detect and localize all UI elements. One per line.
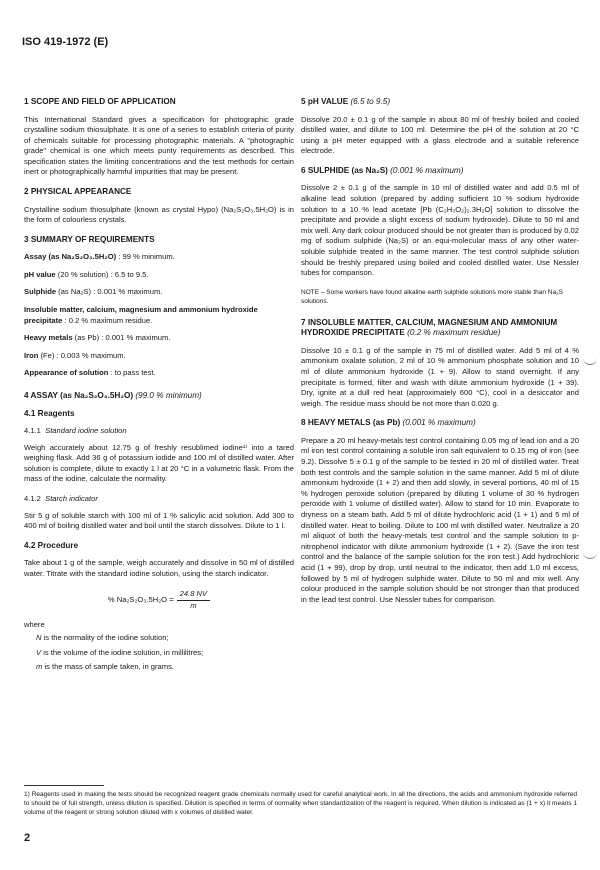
section-4-1-title: 4.1 Reagents (24, 408, 75, 418)
section-4-1-2-title: 4.1.2 Starch indicator (24, 493, 98, 503)
document-header: ISO 419-1972 (E) (22, 36, 109, 48)
assay-formula (24, 589, 294, 611)
section-7-title: 7 INSOLUBLE MATTER, CALCIUM, MAGNESIUM AND AMMONIUM HYDROXIDE PRECIPITATE (0.2 % maximum residue) (301, 317, 558, 338)
where-label: where (24, 619, 45, 629)
requirement-heavy-metals: Heavy metals (as Pb) : 0.001 % maximum. (24, 333, 171, 343)
section-4-1-1-title: 4.1.1 Standard iodine solution (24, 426, 127, 435)
section-1-title: 1 SCOPE AND FIELD OF APPLICATION (24, 97, 176, 106)
section-4-2-title: 4.2 Procedure (24, 540, 79, 550)
section-5-title: 5 pH VALUE (6.5 to 9.5) (301, 97, 391, 106)
section-5-body: Dissolve 20.0 ± 0.1 g of the sample in about 80 ml of freshly boiled and cooled distilled water, and dilute to 100 ml. Determine the pH of the solution at 20 °C using a pH meter equipped with a glass electrode and a suitable reference electrode. (301, 114, 579, 156)
section-4-title: 4 ASSAY (as Na₂S₂O₃.5H₂O) (99.0 % minimum) (24, 391, 202, 400)
formula-numerator: 24.8 NV (177, 589, 210, 601)
section-2-title: 2 PHYSICAL APPEARANCE (24, 187, 132, 197)
requirement-iron: Iron (Fe) : 0.003 % maximum. (24, 350, 126, 360)
margin-mark (583, 552, 597, 559)
requirement-insoluble: Insoluble matter, calcium, magnesium and ammonium hydroxide precipitate : 0.2 % maximum residue. (24, 305, 258, 325)
margin-mark (583, 358, 597, 365)
variable-m: m is the mass of sample taken, in grams. (36, 662, 175, 672)
section-7-body: Dissolve 10 ± 0.1 g of the sample in 75 ml of distilled water. Add 5 ml of 4 % ammonium oxalate solution, 2 ml of 10 % ammonium phosphate solution and 10 ml of dilute ammonium hydroxide (1 + 9). Allow to stand overnight. If any precipitate is formed, filter and wash with dilute ammonium hydroxide (1 + 39). Dry, ignite at a dull red heat (approximately 600 °C), cool in a desiccator and weigh. The residue mass should be not more than 0.020 g. (301, 345, 579, 408)
section-6-title: 6 SULPHIDE (as Na₂S) (0.001 % maximum) (301, 165, 464, 175)
formula-fraction (177, 589, 210, 611)
requirement-appearance: Appearance of solution : to pass test. (24, 368, 156, 378)
formula-denominator: m (190, 601, 197, 611)
footnote: 1) Reagents used in making the tests should be recognized reagent grade chemicals normally used for careful analytical work. In all the directions, the acids and ammonium hydroxide referred to should be of full strength, unless dilution is specified. Dilution is specified in terms of normality when standardization of the reagent is required. When dilution is indicated as (1 + x) it means 1 volume of the reagent or strong solution diluted with x volumes of distilled water. (24, 791, 577, 817)
page-number: 2 (24, 832, 31, 844)
variable-n: N is the normality of the iodine solution; (36, 633, 169, 643)
formula-lhs: % Na₂S₂O₃.5H₂O = (107, 595, 174, 605)
section-6-note: NOTE – Some workers have found alkaline earth sulphide solutions more stable than Na₂S solutions. (301, 288, 563, 305)
requirement-ph: pH value (20 % solution) : 6.5 to 9.5. (24, 269, 149, 279)
section-2-body: Crystalline sodium thiosulphate (known as crystal Hypo) (Na₂S₂O₃.5H₂O) is in the form of colourless crystals. (24, 204, 294, 225)
left-column (24, 97, 294, 677)
requirement-assay: Assay (as Na₂S₂O₃.5H₂O) : 99 % minimum. (24, 252, 175, 262)
section-6-body: Dissolve 2 ± 0.1 g of the sample in 10 ml of distilled water and add 0.5 ml of alkaline lead solution (prepared by adding sufficient 10 % sodium hydroxide solution to a 10 % lead acetate [Pb (C₂H₃O₂)₂.3H₂O] solution to dissolve the precipitate and provide a slight excess of sodium hydroxide). Dilute to 50 ml and mix well. Any dark colour produced should be not greater than is produced by 0.02 mg of sodium sulphide (Na₂S) or an equi-molecular mass of any other water-soluble sulphide treated in the same manner. The test control sulphide solution should be freshly prepared using boiled and cooled distilled water. Use Nessler tubes for comparison. (301, 183, 579, 278)
section-1-body: This International Standard gives a specification for photographic grade crystalline sodium thiosulphate. It is one of a series to establish criteria of purity of chemicals suitable for processing photographic materials. A "photographic grade" chemical is one which meets purity requirements as described. This specification states the limiting concentrations and the test methods for certain inert or photographically harmful impurities that may be present. (24, 114, 294, 177)
section-8-body: Prepare a 20 ml heavy-metals test control containing 0.05 mg of lead ion and a 20 ml iron test control containing a soluble iron salt equivalent to 0.15 mg of iron (see 9.2). Dissolve 5 ± 0.1 g of the sample to be tested in 20 ml of distilled water. Treat both test controls and the sample solution in the same manner. Add 5 ml of dilute ammonium hydroxide (1 + 2) and then add slowly, in several portions, 40 ml of 15 % hydrogen peroxide solution (prepared by diluting 1 volume of 30 % hydrogen peroxide with 1 volume of distilled water). Allow to stand for 10 min. Evaporate to dryness on a steam bath. Add 5 ml of dilute hydrochloric acid (1 + 1) and 5 ml of distilled water. Heat to boiling. Dilute to 100 ml with distilled water. Neutralize a 20 ml aliquot of both the heavy-metals test control and the sample solution to p-nitrophenol indicator with dilute ammonium hydroxide (1 + 2). (Save the iron test control and the balance of the sample solution for the iron test.) Add hydrochloric acid (1 + 99), drop by drop, until neutral to the indicator, then add 1.0 ml excess, followed by 5 ml of hydrogen sulphide water. Dilute to 50 ml and mix well. Any colour produced in the sample solution should be not stronger than that produced in the lead test control. Use Nessler tubes for comparison. (301, 435, 579, 604)
right-column (301, 97, 579, 614)
section-4-1-2-body: Stir 5 g of soluble starch with 100 ml of 1 % salicylic acid solution. Add 300 to 400 ml of boiling distilled water and boil until the starch dissolves. Dilute to 1 l. (24, 510, 294, 531)
section-4-1-1-body: Weigh accurately about 12.75 g of freshly resublimed iodine¹⁾ into a tared weighing flask. Add 36 g of potassium iodide and 100 ml of distilled water. After solution is complete, dilute to exactly 1 l at 20 °C in a volumetric flask. From the mass of the iodine, calculate the normality. (24, 442, 294, 484)
footnote-rule (24, 785, 104, 786)
requirement-sulphide: Sulphide (as Na₂S) : 0.001 % maximum. (24, 287, 163, 297)
section-4-2-body: Take about 1 g of the sample, weigh accurately and dissolve in 50 ml of distilled water. Titrate with the standard iodine solution, using the starch indicator. (24, 558, 294, 578)
variable-v: V is the volume of the iodine solution, in millilitres; (36, 647, 204, 657)
section-3-title: 3 SUMMARY OF REQUIREMENTS (24, 234, 155, 244)
section-8-title: 8 HEAVY METALS (as Pb) (0.001 % maximum) (301, 418, 476, 428)
